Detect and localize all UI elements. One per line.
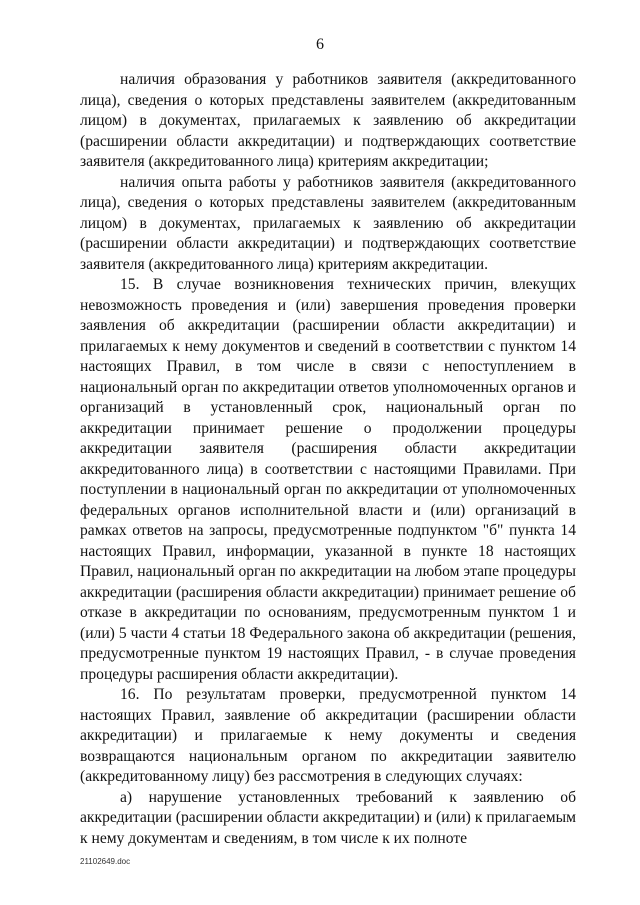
paragraph-education: наличия образования у работников заявителя (аккредитованного лица), сведения о которых представлены заявителем (аккредитованным лицом) в документах, прилагаемых к заявлению об аккредитации (расширении области аккредитации) и подтверждающих соответствие заявителя (аккредитованного лица) критериям аккредитации; [80, 71, 576, 170]
paragraph-experience: наличия опыта работы у работников заявителя (аккредитованного лица), сведения о которых представлены заявителем (аккредитованным лицом) в документах, прилагаемых к заявлению об аккредитации (расширении области аккредитации) и подтверждающих соответствие заявителя (аккредитованного лица) критериям аккредитации. [80, 173, 576, 273]
document-file-code: 21102649.doc [80, 857, 131, 866]
paragraph-16: 16. По результатам проверки, предусмотренной пунктом 14 настоящих Правил, заявление об аккредитации (расширении области аккредитации) и прилагаемые к нему документы и сведения возвращаются национальным органом по аккредитации заявителю (аккредитованному лицу) без рассмотрения в следующих случаях: [80, 686, 576, 785]
paragraph-15: 15. В случае возникновения технических причин, влекущих невозможность проведения и (или) завершения проведения проверки заявления об аккредитации (расширении области аккредитации) и прилагаемых к нему документов и сведений в соответствии с пунктом 14 настоящих Правил, в том числе в связи с непоступлением в национальный орган по аккредитации ответов уполномоченных органов и организаций в установленный срок, национальный орган по аккредитации принимает решение о продолжении процедуры аккредитации заявителя (расширения области аккредитации аккредитованного лица) в соответствии с настоящими Правилами. При поступлении в национальный орган по аккредитации от уполномоченных федеральных органов исполнительной власти и (или) организаций в рамках ответов на запросы, предусмотренные подпунктом "б" пункта 14 настоящих Правил, информации, указанной в пункте 18 настоящих Правил, национальный орган по аккредитации на любом этапе процедуры аккредитации (расширения области аккредитации) принимает решение об отказе в аккредитации по основаниям, предусмотренным пунктом 1 и (или) 5 части 4 статьи 18 Федерального закона об аккредитации (решения, предусмотренные пунктом 19 настоящих Правил, - в случае проведения процедуры расширения области аккредитации). [80, 276, 576, 683]
page-number: 6 [316, 36, 324, 53]
document-body [80, 70, 576, 849]
paragraph-16a: а) нарушение установленных требований к заявлению об аккредитации (расширении области аккредитации) и (или) к прилагаемым к нему документам и сведениям, в том числе к их полноте [80, 788, 576, 847]
